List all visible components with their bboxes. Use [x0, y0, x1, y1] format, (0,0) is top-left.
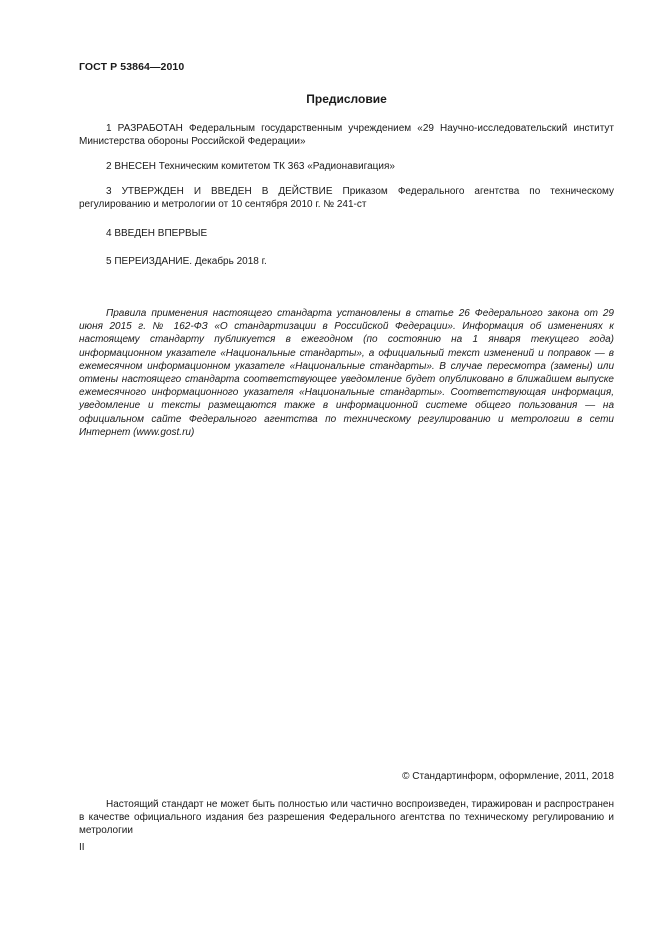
preface-title: Предисловие	[306, 92, 387, 106]
preface-item-3: 3 УТВЕРЖДЕН И ВВЕДЕН В ДЕЙСТВИЕ Приказом Федерального агентства по техническому регулированию и метрологии от 10 сентября 2010 г. № 241-ст	[79, 186, 614, 210]
application-rules-note: Правила применения настоящего стандарта установлены в статье 26 Федерального закона от 29 июня 2015 г. № 162-ФЗ «О стандартизации в Российской Федерации». Информация об изменениях к настоящему стандарту публикуется в ежегодном (по состоянию на 1 января текущего года) информационном указателе «Национальные стандарты», а официальный текст изменений и поправок — в ежемесячном информационном указателе «Национальные стандарты». В случае пересмотра (замены) или отмены настоящего стандарта соответствующее уведомление будет опубликовано в ближайшем выпуске ежемесячного информационного указателя «Национальные стандарты». Соответствующая информация, уведомление и тексты размещаются также в информационной системе общего пользования — на официальном сайте Федерального агентства по техническому регулированию и метрологии в сети Интернет (www.gost.ru)	[79, 308, 614, 438]
preface-item-4: 4 ВВЕДЕН ВПЕРВЫЕ	[106, 228, 208, 239]
preface-item-2: 2 ВНЕСЕН Техническим комитетом ТК 363 «Радионавигация»	[106, 161, 395, 172]
preface-item-1: 1 РАЗРАБОТАН Федеральным государственным учреждением «29 Научно-исследовательский институт Министерства обороны Российской Федерации»	[79, 123, 614, 147]
page-number: II	[79, 842, 85, 853]
document-code: ГОСТ Р 53864—2010	[79, 61, 185, 73]
preface-item-5: 5 ПЕРЕИЗДАНИЕ. Декабрь 2018 г.	[106, 256, 267, 267]
copyright-notice: © Стандартинформ, оформление, 2011, 2018	[402, 771, 614, 782]
reproduction-disclaimer: Настоящий стандарт не может быть полностью или частично воспроизведен, тиражирован и распространен в качестве официального издания без разрешения Федерального агентства по техническому регулированию и метрологии	[79, 799, 614, 836]
